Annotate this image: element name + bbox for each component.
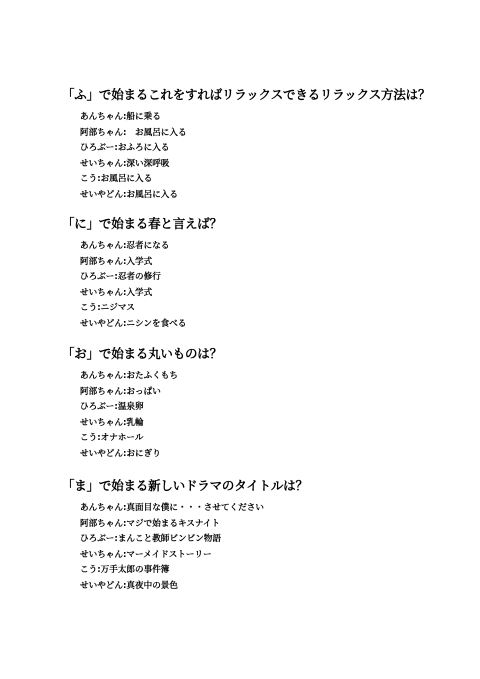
answer-line: せいやどん:真夜中の景色 bbox=[80, 580, 178, 591]
answer-text: 入学式 bbox=[126, 256, 153, 267]
question-section-4 bbox=[62, 478, 462, 595]
answer-text: 真夜中の景色 bbox=[126, 580, 178, 591]
answer-text: 入学式 bbox=[126, 287, 153, 298]
respondent-name: 阿部ちゃん bbox=[80, 386, 123, 397]
respondent-name: ひろぶー bbox=[80, 272, 115, 283]
answer-text: 忍者になる bbox=[126, 241, 170, 251]
question-section-2 bbox=[62, 216, 462, 333]
answer-text: 真面目な僕に・・・させてください bbox=[126, 503, 264, 513]
answer-text: マーメイドストーリー bbox=[126, 549, 212, 560]
respondent-name: こう bbox=[80, 303, 98, 314]
answer-line: せいちゃん:マーメイドストーリー bbox=[80, 549, 212, 560]
answer-text: オナホール bbox=[100, 433, 144, 444]
answer-text: 万手太郎の事件簿 bbox=[100, 565, 170, 576]
answer-line: あんちゃん:忍者になる bbox=[80, 241, 170, 251]
respondent-name: あんちゃん bbox=[80, 503, 123, 513]
respondent-name: せいちゃん bbox=[80, 287, 123, 298]
answer-line: ひろぶー:忍者の修行 bbox=[80, 272, 161, 283]
answer-line: こう:万手太郎の事件簿 bbox=[80, 565, 170, 576]
answer-line: こう:ニジマス bbox=[80, 303, 136, 314]
answer-line: 阿部ちゃん: お風呂に入る bbox=[80, 127, 187, 138]
respondent-name: ひろぶー bbox=[80, 402, 115, 413]
answer-list bbox=[62, 239, 462, 333]
answer-text: おっぱい bbox=[126, 386, 161, 397]
question-section-3 bbox=[62, 346, 462, 463]
answer-list bbox=[62, 369, 462, 463]
answer-text: 温泉卵 bbox=[117, 402, 144, 413]
answer-line: ひろぶー:温泉卵 bbox=[80, 402, 144, 413]
answer-line: 阿部ちゃん:マジで始まるキスナイト bbox=[80, 518, 221, 529]
answer-line: あんちゃん:おたふくもち bbox=[80, 371, 178, 381]
question-heading: 「に」で始まる春と言えば？ bbox=[62, 216, 222, 231]
respondent-name: ひろぶー bbox=[80, 534, 115, 545]
answer-text: 忍者の修行 bbox=[117, 272, 161, 283]
respondent-name: あんちゃん bbox=[80, 241, 123, 251]
answer-line: せいやどん:ニシンを食べる bbox=[80, 318, 187, 329]
answer-line: ひろぶー:おふろに入る bbox=[80, 143, 170, 154]
answer-line: こう:オナホール bbox=[80, 433, 144, 444]
respondent-name: こう bbox=[80, 174, 98, 185]
answer-text: お風呂に入る bbox=[100, 174, 153, 185]
answer-text: お風呂に入る bbox=[135, 127, 187, 138]
respondent-name: こう bbox=[80, 565, 98, 576]
answer-line: 阿部ちゃん:入学式 bbox=[80, 256, 153, 267]
answer-text: ニシンを食べる bbox=[126, 318, 187, 329]
answer-text: 深い深呼吸 bbox=[126, 158, 170, 169]
question-heading: 「ふ」で始まるこれをすればリラックスできるリラックス方法は？ bbox=[62, 87, 431, 102]
answer-line: せいちゃん:深い深呼吸 bbox=[80, 158, 170, 169]
answer-text: 船に乗る bbox=[126, 112, 161, 122]
respondent-name: 阿部ちゃん bbox=[80, 256, 123, 267]
question-section-1 bbox=[62, 87, 462, 204]
respondent-name: せいちゃん bbox=[80, 549, 123, 560]
answer-text: お風呂に入る bbox=[126, 189, 178, 200]
answer-line: せいちゃん:入学式 bbox=[80, 287, 153, 298]
answer-text: おにぎり bbox=[126, 448, 161, 459]
answer-text: 乳輪 bbox=[126, 417, 144, 428]
answer-text: マジで始まるキスナイト bbox=[126, 518, 221, 529]
question-heading: 「ま」で始まる新しいドラマのタイトルは？ bbox=[62, 478, 308, 493]
answer-line: ひろぶー:まんこと教師ビンビン物語 bbox=[80, 534, 221, 545]
answer-line: せいやどん:お風呂に入る bbox=[80, 189, 178, 200]
respondent-name: せいちゃん bbox=[80, 417, 123, 428]
answer-line: せいちゃん:乳輪 bbox=[80, 417, 144, 428]
respondent-name: 阿部ちゃん bbox=[80, 127, 123, 138]
question-heading: 「お」で始まる丸いものは？ bbox=[62, 346, 222, 361]
answer-line: あんちゃん:船に乗る bbox=[80, 112, 161, 122]
respondent-name: ひろぶー bbox=[80, 143, 115, 154]
answer-line: あんちゃん:真面目な僕に・・・させてください bbox=[80, 503, 264, 513]
respondent-name: せいやどん bbox=[80, 318, 123, 329]
answer-line: こう:お風呂に入る bbox=[80, 174, 153, 185]
answer-text: おふろに入る bbox=[117, 143, 170, 154]
respondent-name: せいやどん bbox=[80, 448, 123, 459]
answer-text: まんこと教師ビンビン物語 bbox=[117, 534, 221, 545]
answer-text: おたふくもち bbox=[126, 371, 178, 381]
respondent-name: あんちゃん bbox=[80, 371, 123, 381]
answer-line: 阿部ちゃん:おっぱい bbox=[80, 386, 161, 397]
respondent-name: せいやどん bbox=[80, 580, 123, 591]
respondent-name: せいちゃん bbox=[80, 158, 123, 169]
answer-line: せいやどん:おにぎり bbox=[80, 448, 161, 459]
answer-text: ニジマス bbox=[100, 303, 136, 314]
answer-list bbox=[62, 501, 462, 595]
answer-list bbox=[62, 110, 462, 204]
respondent-name: あんちゃん bbox=[80, 112, 123, 122]
respondent-name: 阿部ちゃん bbox=[80, 518, 123, 529]
respondent-name: せいやどん bbox=[80, 189, 123, 200]
respondent-name: こう bbox=[80, 433, 98, 444]
